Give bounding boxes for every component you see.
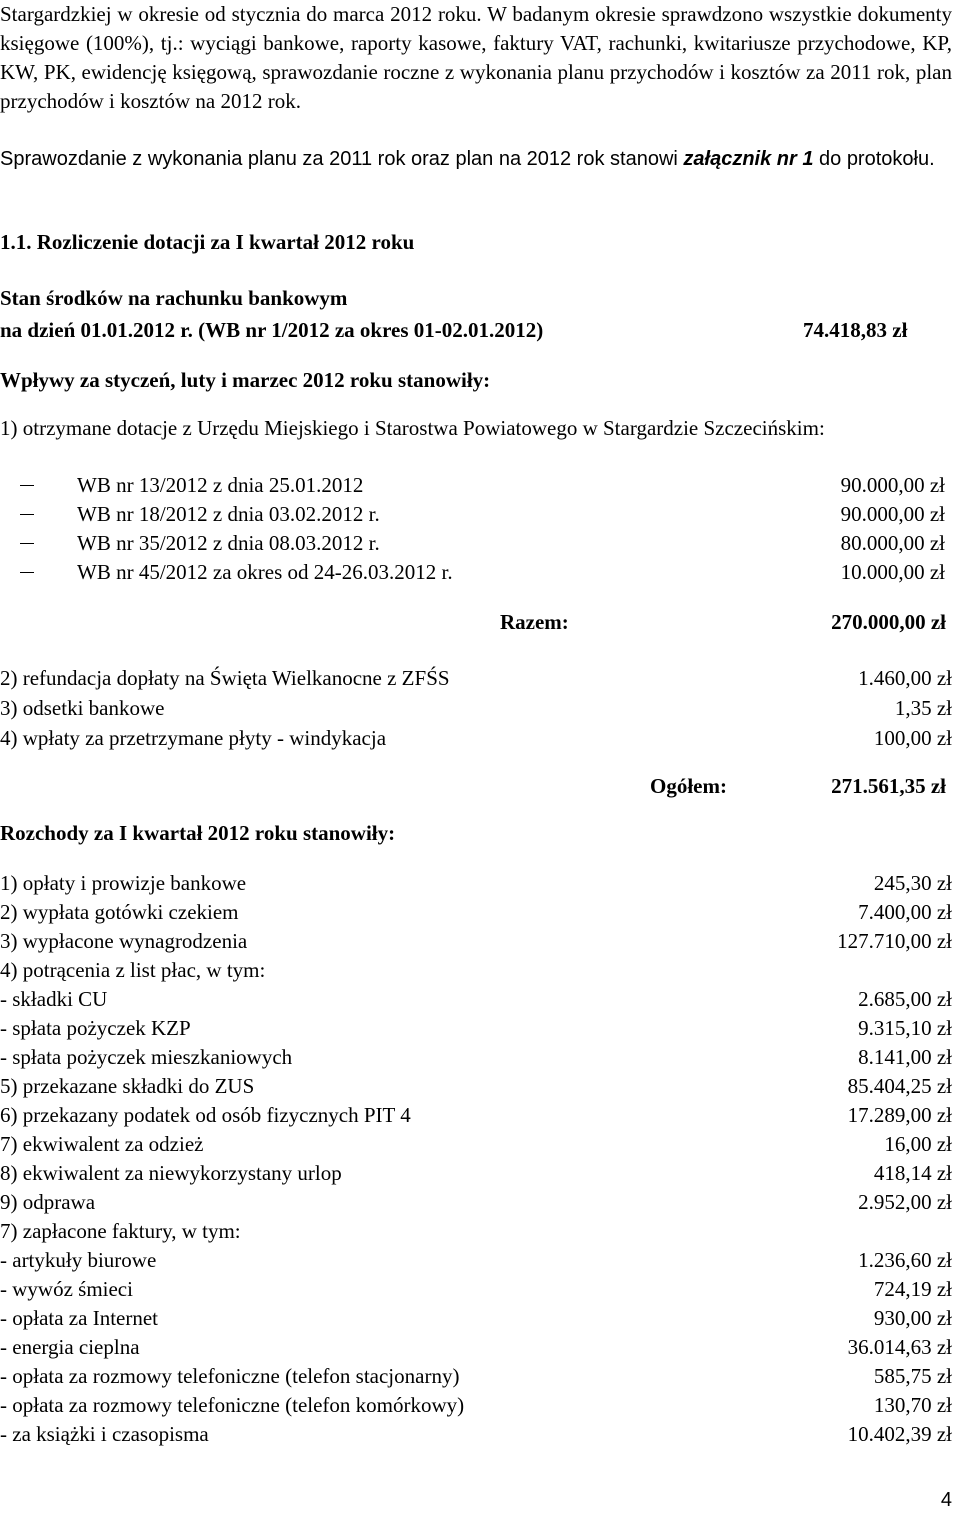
expense-item — [0, 1304, 952, 1333]
expense-item — [0, 1072, 952, 1101]
total-value: 271.561,35 zł — [831, 774, 946, 798]
expense-item — [0, 1159, 952, 1188]
expense-item — [0, 1188, 952, 1217]
grant-item — [0, 471, 952, 500]
income-item-label: 4) wpłaty za przetrzymane płyty - windykacja — [0, 726, 387, 750]
expense-item-value: 930,00 zł — [873, 1306, 952, 1330]
expense-item — [0, 898, 952, 927]
expense-item-label: - wywóz śmieci — [0, 1277, 133, 1301]
expense-item-value: 130,70 zł — [873, 1393, 952, 1417]
expense-item-label: 7) zapłacone faktury, w tym: — [0, 1219, 241, 1243]
income-item — [0, 694, 952, 723]
grant-item — [0, 529, 952, 558]
expense-item-label: 8) ekwiwalent za niewykorzystany urlop — [0, 1161, 342, 1185]
expense-item — [0, 1246, 952, 1275]
expense-item-label: - za książki i czasopisma — [0, 1422, 209, 1446]
expense-item-label: 2) wypłata gotówki czekiem — [0, 900, 239, 924]
expense-item-value: 1.236,60 zł — [858, 1248, 952, 1272]
grant-item — [0, 558, 952, 587]
grant-item-value: 90.000,00 zł — [840, 502, 945, 526]
balance-label-line2: na dzień 01.01.2012 r. (WB nr 1/2012 za okres 01-02.01.2012) — [0, 318, 544, 342]
total-row — [0, 772, 952, 801]
total-label: Ogółem: — [650, 774, 727, 798]
expense-item-value: 85.404,25 zł — [847, 1074, 952, 1098]
expense-item — [0, 1101, 952, 1130]
expenses-heading: Rozchody za I kwartał 2012 roku stanowiły: — [0, 821, 396, 845]
attachment-reference: załącznik nr 1 — [683, 148, 814, 170]
expense-item-label: 1) opłaty i prowizje bankowe — [0, 871, 247, 895]
expense-item-value: 7.400,00 zł — [858, 900, 952, 924]
expense-item-label: - artykuły biurowe — [0, 1248, 157, 1272]
expense-item — [0, 1014, 952, 1043]
attachment-paragraph — [0, 145, 952, 174]
balance-value: 74.418,83 zł — [803, 318, 908, 342]
expense-item-label: 5) przekazane składki do ZUS — [0, 1074, 255, 1098]
subtotal-row — [0, 608, 952, 637]
expense-item-label: 6) przekazany podatek od osób fizycznych PIT 4 — [0, 1103, 411, 1127]
income-heading: Wpływy za styczeń, luty i marzec 2012 roku stanowiły: — [0, 368, 491, 392]
expense-item — [0, 956, 952, 985]
balance-label-line1: Stan środków na rachunku bankowym — [0, 286, 348, 310]
expense-item — [0, 1362, 952, 1391]
expense-item-label: - spłata pożyczek mieszkaniowych — [0, 1045, 293, 1069]
expense-item-value: 585,75 zł — [873, 1364, 952, 1388]
expense-item — [0, 927, 952, 956]
dash-bullet — [20, 572, 34, 573]
grant-item-label: WB nr 13/2012 z dnia 25.01.2012 — [77, 473, 364, 497]
grant-item-value: 90.000,00 zł — [840, 473, 945, 497]
expense-item-value: 16,00 zł — [884, 1132, 952, 1156]
expense-item — [0, 985, 952, 1014]
expense-item-value: 36.014,63 zł — [847, 1335, 952, 1359]
expense-item-label: - opłata za rozmowy telefoniczne (telefon komórkowy) — [0, 1393, 465, 1417]
expense-item-value: 127.710,00 zł — [837, 929, 952, 953]
expense-item-label: - opłata za rozmowy telefoniczne (telefon stacjonarny) — [0, 1364, 460, 1388]
expense-item-value: 245,30 zł — [873, 871, 952, 895]
grant-item-label: WB nr 35/2012 z dnia 08.03.2012 r. — [77, 531, 380, 555]
expense-item — [0, 869, 952, 898]
expense-item — [0, 1130, 952, 1159]
dash-bullet — [20, 514, 34, 515]
expense-item-value: 8.141,00 zł — [858, 1045, 952, 1069]
grant-item — [0, 500, 952, 529]
grants-intro: 1) otrzymane dotacje z Urzędu Miejskiego i Starostwa Powiatowego w Stargardzie Szczecińskim: — [0, 416, 825, 440]
income-item-value: 100,00 zł — [873, 726, 952, 750]
attachment-text-prefix: Sprawozdanie z wykonania planu za 2011 rok oraz plan na 2012 rok stanowi — [0, 148, 684, 170]
expense-item-label: 3) wypłacone wynagrodzenia — [0, 929, 248, 953]
income-item-label: 3) odsetki bankowe — [0, 696, 165, 720]
expense-item-value: 2.685,00 zł — [858, 987, 952, 1011]
section-heading: 1.1. Rozliczenie dotacji za I kwartał 2012 roku — [0, 230, 415, 254]
grant-item-label: WB nr 45/2012 za okres od 24-26.03.2012 r. — [77, 560, 453, 584]
expense-item-label: - opłata za Internet — [0, 1306, 158, 1330]
expense-item — [0, 1391, 952, 1420]
expense-item-value: 2.952,00 zł — [858, 1190, 952, 1214]
income-item-value: 1,35 zł — [894, 696, 952, 720]
expense-item — [0, 1217, 952, 1246]
expense-item-label: 4) potrącenia z list płac, w tym: — [0, 958, 266, 982]
expense-item-value: 418,14 zł — [873, 1161, 952, 1185]
expense-item-label: - składki CU — [0, 987, 108, 1011]
expense-item — [0, 1275, 952, 1304]
expense-item-value: 724,19 zł — [873, 1277, 952, 1301]
page-number: 4 — [940, 1489, 952, 1511]
expense-item — [0, 1420, 952, 1449]
income-item — [0, 664, 952, 693]
income-item — [0, 724, 952, 753]
balance-row — [0, 316, 952, 345]
intro-paragraph: Stargardzkiej w okresie od stycznia do marca 2012 roku. W badanym okresie sprawdzono wszystkie dokumenty księgowe (100%), tj.: wyciągi bankowe, raporty kasowe, faktury VAT, rachunki, kwitariusze przychodowe, KP, KW, PK, ewidencję księgową, sprawozdanie roczne z wykonania planu przychodów i kosztów za 2011 rok, plan przychodów i kosztów na 2012 rok. — [0, 2, 952, 113]
attachment-text-suffix: do protokołu. — [813, 148, 935, 170]
grant-item-label: WB nr 18/2012 z dnia 03.02.2012 r. — [77, 502, 380, 526]
expense-item — [0, 1333, 952, 1362]
expense-item-label: 9) odprawa — [0, 1190, 96, 1214]
subtotal-value: 270.000,00 zł — [831, 610, 946, 634]
expense-item-label: - energia cieplna — [0, 1335, 140, 1359]
expense-item-value: 17.289,00 zł — [847, 1103, 952, 1127]
grant-item-value: 10.000,00 zł — [840, 560, 945, 584]
dash-bullet — [20, 485, 34, 486]
expense-item-value: 9.315,10 zł — [858, 1016, 952, 1040]
expense-item-label: - spłata pożyczek KZP — [0, 1016, 191, 1040]
expense-item — [0, 1043, 952, 1072]
grant-item-value: 80.000,00 zł — [840, 531, 945, 555]
expense-item-label: 7) ekwiwalent za odzież — [0, 1132, 204, 1156]
income-item-label: 2) refundacja dopłaty na Święta Wielkanocne z ZFŚS — [0, 666, 450, 690]
expense-item-value: 10.402,39 zł — [847, 1422, 952, 1446]
dash-bullet — [20, 543, 34, 544]
subtotal-label: Razem: — [500, 610, 569, 634]
income-item-value: 1.460,00 zł — [858, 666, 952, 690]
